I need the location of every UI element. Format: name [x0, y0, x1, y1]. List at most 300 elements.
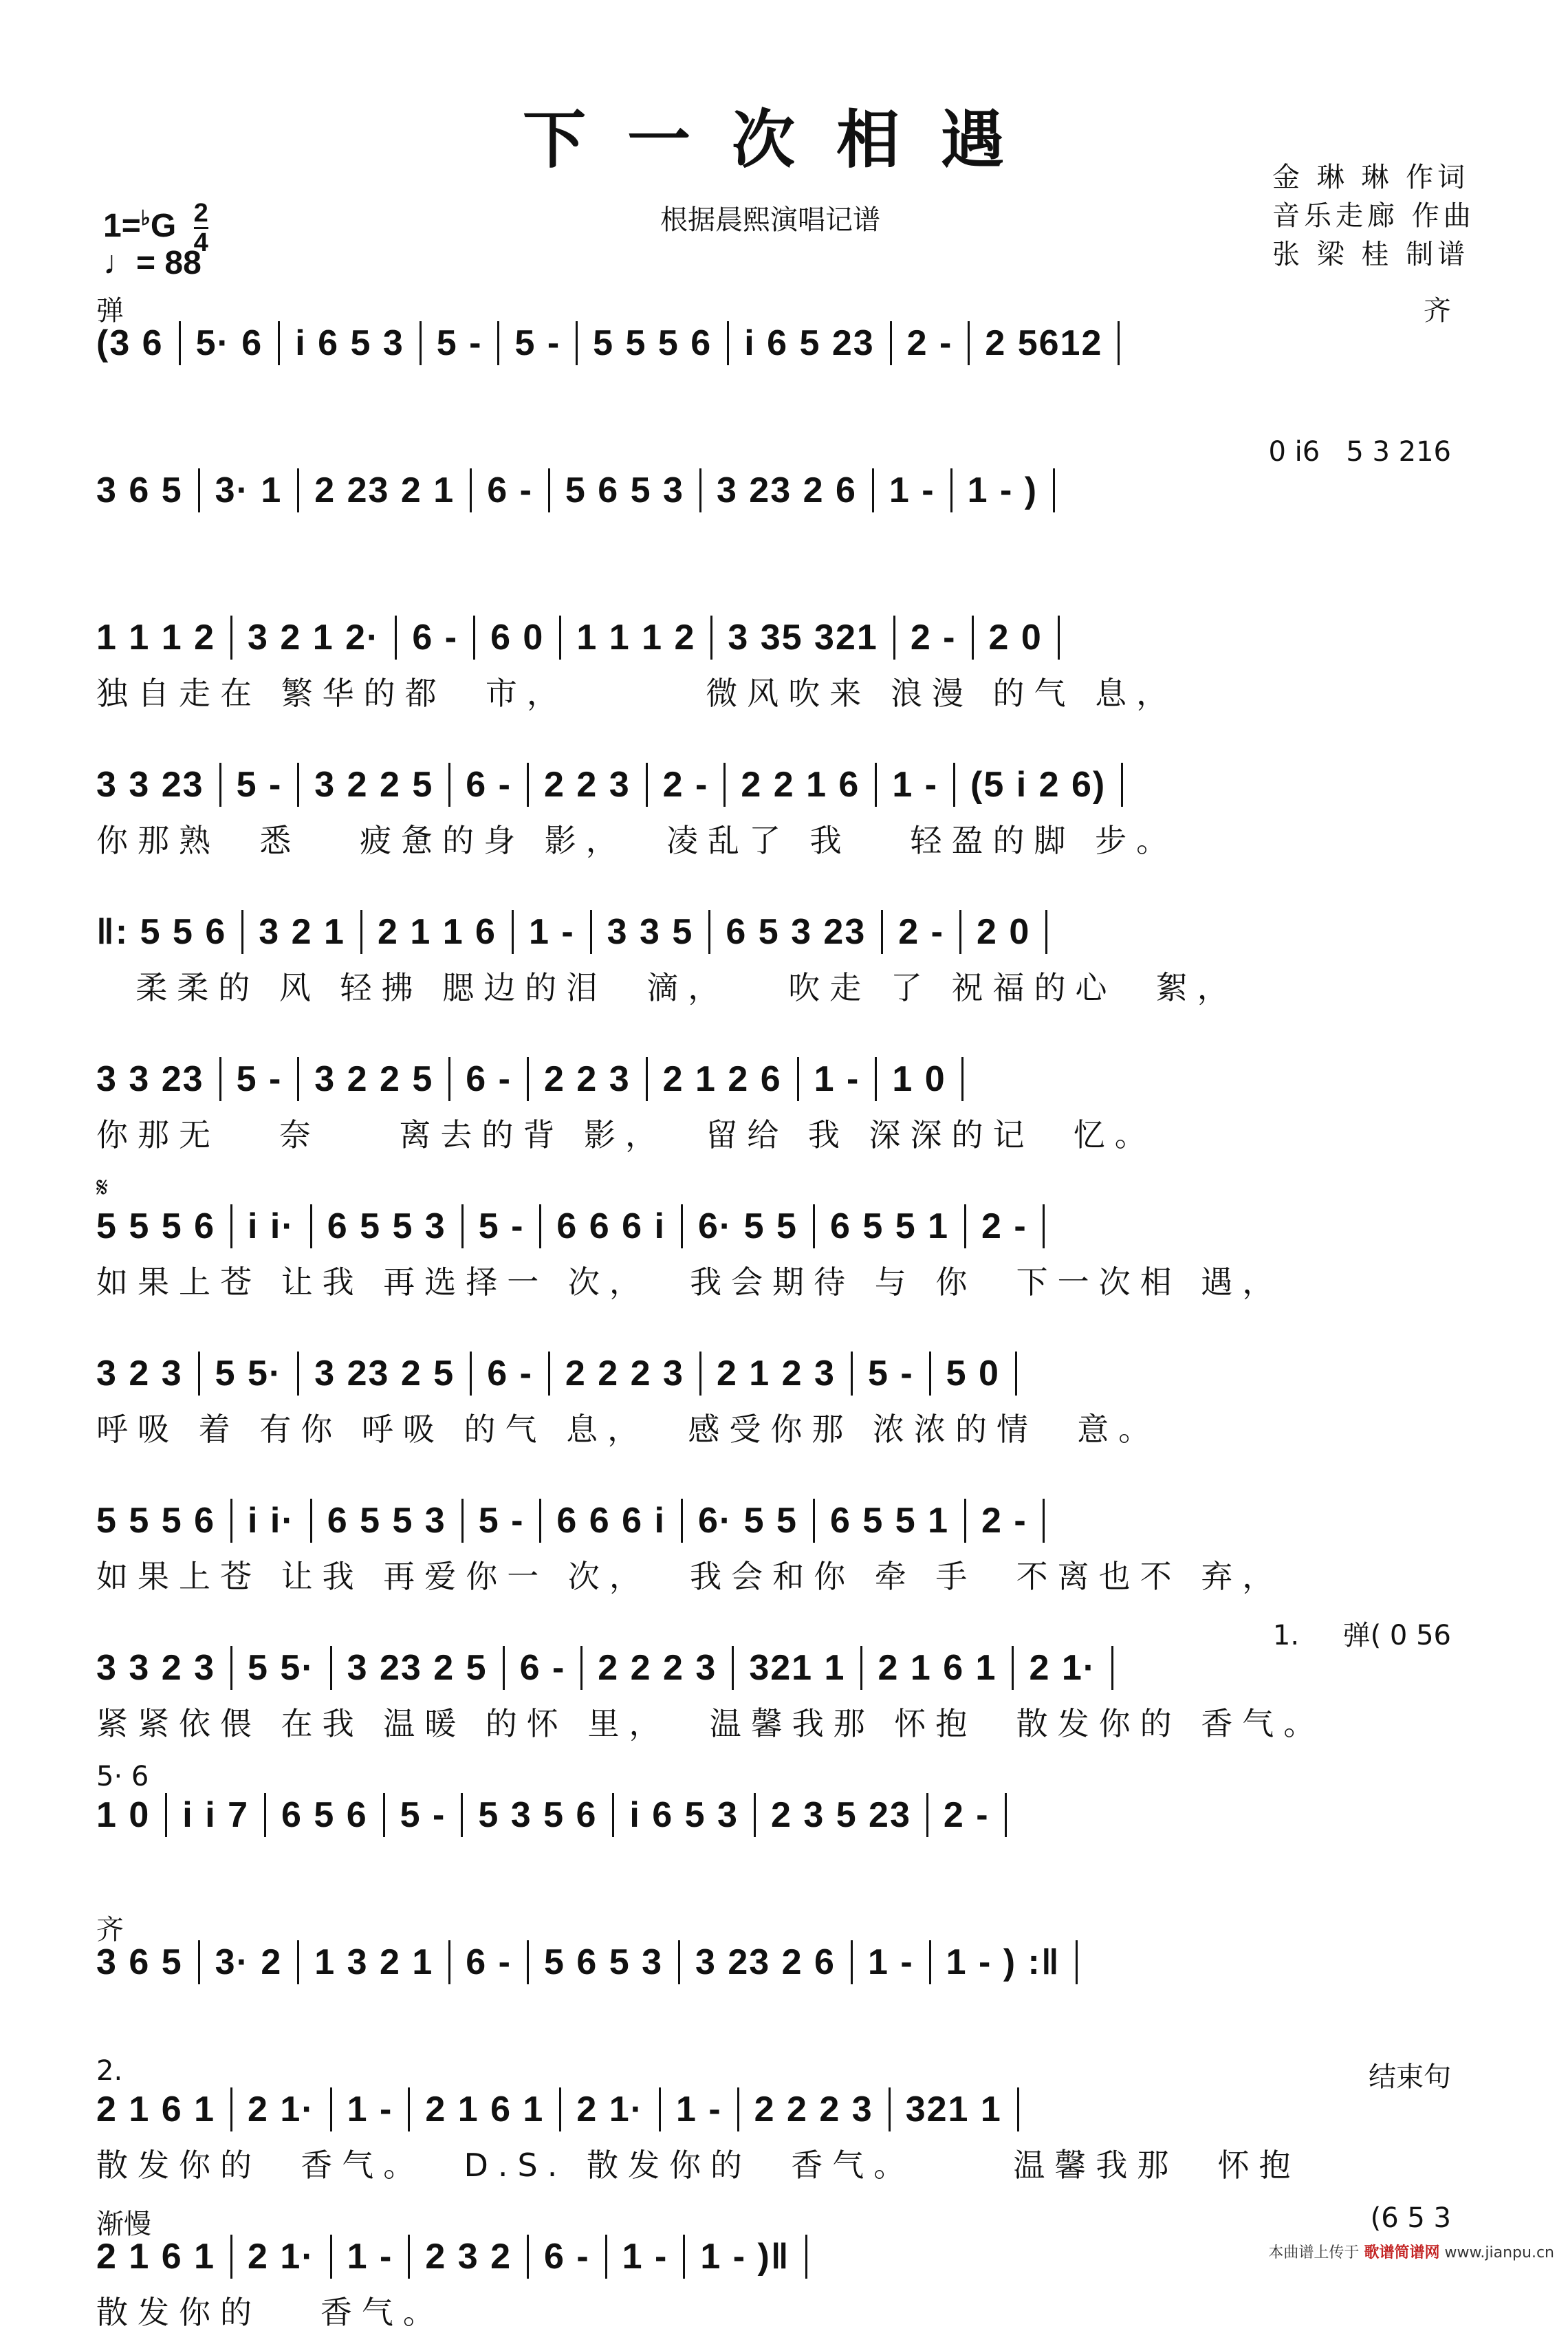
notes-line	[96, 466, 1479, 514]
barline	[1043, 1499, 1045, 1543]
barline	[219, 763, 221, 807]
row-marks	[96, 1614, 1479, 1651]
barline	[723, 763, 726, 807]
barline	[929, 1352, 931, 1396]
key-signature: 1=♭G $\frac{2}{4}$	[103, 199, 208, 257]
barline	[710, 616, 712, 660]
measure: 1 1 1 2	[576, 618, 696, 658]
measure: 1 -	[814, 1059, 860, 1099]
measure: 2 5612	[985, 323, 1103, 363]
barline	[813, 1499, 815, 1543]
measure: (5 i 2 6)	[970, 765, 1107, 805]
barline	[813, 1204, 815, 1248]
barline	[330, 2087, 332, 2131]
barline	[580, 1646, 582, 1690]
barline	[219, 1057, 221, 1101]
barline	[360, 910, 362, 954]
barline	[473, 616, 475, 660]
barline	[890, 321, 892, 365]
measure: 2 0	[988, 618, 1043, 658]
row-mark-secondary: 齐	[1424, 295, 1451, 327]
measure: 3 2 2 5	[314, 765, 434, 805]
barline	[448, 1057, 450, 1101]
barline	[559, 2087, 561, 2131]
song-title: 下一次相遇	[522, 102, 1045, 177]
measure: 5 5·	[248, 1648, 315, 1688]
measure: 5 5 5 6	[96, 1501, 216, 1541]
barline	[264, 1793, 266, 1837]
row-marks	[96, 2202, 1479, 2240]
measure: 2 1·	[248, 2090, 315, 2129]
measure: 3 3 5	[607, 912, 694, 952]
staff-row	[96, 730, 1479, 861]
measure: 1 - )	[967, 470, 1038, 510]
measure: 1 1 1 2	[96, 618, 216, 658]
measure: 6 6 6 i	[556, 1501, 666, 1541]
barline	[851, 1352, 853, 1396]
lyrics-line: 呼吸 着 有你 呼吸 的气 息， 感受你那 浓浓的情 意。	[96, 1411, 1160, 1448]
measure: 2 -	[943, 1795, 990, 1835]
notes-line	[96, 761, 1479, 809]
barline	[330, 2235, 332, 2279]
barline	[737, 2087, 739, 2131]
measure: 3 3 23	[96, 1059, 204, 1099]
row-marks	[96, 2055, 1479, 2093]
measure: 5 3 5 6	[478, 1795, 598, 1835]
barline	[512, 910, 514, 954]
barline	[646, 1057, 648, 1101]
barline	[278, 321, 280, 365]
measure: 5 -	[478, 1501, 525, 1541]
measure: 3 2 2 5	[314, 1059, 434, 1099]
measure: 2 1·	[248, 2237, 315, 2277]
tempo-marking: ♩= 88	[103, 245, 202, 281]
measure: 5· 6	[195, 323, 263, 363]
measure: 2 2 3	[543, 1059, 631, 1099]
barline	[893, 616, 895, 660]
barline	[230, 616, 232, 660]
barline	[590, 910, 592, 954]
barline	[527, 1940, 529, 1984]
footer: 本曲谱上传于 歌谱简谱网 www.jianpu.cn	[1268, 2244, 1554, 2261]
barline	[297, 1352, 299, 1396]
notes-line	[96, 614, 1479, 662]
notes-line	[96, 1791, 1479, 1839]
staff-row	[96, 583, 1479, 714]
barline	[470, 468, 472, 512]
measure: 1 -	[889, 470, 935, 510]
barline	[230, 2235, 232, 2279]
barline	[727, 321, 729, 365]
measure: 2 1·	[576, 2090, 644, 2129]
measure: 2 -	[981, 1206, 1027, 1246]
measure: 1 -	[347, 2237, 393, 2277]
measure: 1 3 2 1	[314, 1942, 434, 1982]
measure: 1 0	[96, 1795, 151, 1835]
measure: 3· 1	[215, 470, 283, 510]
measure: 6 -	[466, 1942, 512, 1982]
barline	[448, 763, 450, 807]
measure: 6 -	[466, 765, 512, 805]
measure: i i·	[248, 1206, 295, 1246]
measure: 2 1·	[1029, 1648, 1097, 1688]
staff-row	[96, 289, 1479, 420]
barline	[968, 321, 970, 365]
measure: 2 1 1 6	[377, 912, 497, 952]
measure: 321 1	[749, 1648, 846, 1688]
measure: 2 -	[662, 765, 709, 805]
barline	[961, 1057, 963, 1101]
notes-line	[96, 908, 1479, 956]
barline	[461, 1204, 464, 1248]
measure: 3 6 5	[96, 470, 183, 510]
barline	[461, 1793, 463, 1837]
row-marks	[96, 1172, 1479, 1202]
notes-line	[96, 319, 1479, 367]
row-mark-secondary: 1. 弹( 0 56	[1272, 1620, 1451, 1651]
row-mark: 2.	[96, 2055, 123, 2087]
measure: 5 -	[236, 765, 283, 805]
measure: 6 5 5 3	[327, 1206, 446, 1246]
barline	[198, 1352, 200, 1396]
measure: 6 5 6	[281, 1795, 368, 1835]
row-marks	[96, 730, 1479, 761]
staff-row	[96, 1466, 1479, 1597]
barline	[754, 1793, 756, 1837]
measure: 6 -	[466, 1059, 512, 1099]
staff-row	[96, 1319, 1479, 1450]
measure: 3· 2	[215, 1942, 283, 1982]
row-mark: 弹	[96, 295, 124, 327]
barline	[241, 910, 243, 954]
lyrics-line: 散发你的 香气。 D.S. 散发你的 香气。 温馨我那 怀抱	[96, 2147, 1300, 2184]
measure: 2 -	[906, 323, 953, 363]
barline	[699, 468, 701, 512]
measure: 5 -	[514, 323, 561, 363]
barline	[872, 468, 874, 512]
barline	[926, 1793, 928, 1837]
row-marks	[96, 436, 1479, 466]
barline	[448, 1940, 450, 1984]
lyrics-line: 你那无 奈 离去的背 影， 留给 我 深深的记 忆。	[96, 1116, 1156, 1153]
measure: i 6 5 23	[744, 323, 875, 363]
barline	[470, 1352, 472, 1396]
barline	[953, 763, 955, 807]
staff-row	[96, 1025, 1479, 1155]
row-mark: 齐	[96, 1914, 124, 1946]
notes-line	[96, 1644, 1479, 1692]
barline	[408, 2087, 410, 2131]
barline	[310, 1204, 312, 1248]
barline	[708, 910, 710, 954]
measure: 2 2 2 3	[565, 1354, 684, 1393]
barline	[539, 1204, 541, 1248]
barline	[681, 1204, 683, 1248]
measure: 2 0	[976, 912, 1031, 952]
measure: 2 3 5 23	[770, 1795, 911, 1835]
staff-row	[96, 1172, 1479, 1303]
measure: i i 7	[182, 1795, 250, 1835]
measure: i i·	[248, 1501, 295, 1541]
measure: 2 -	[910, 618, 957, 658]
measure: 6 5 5 1	[829, 1206, 949, 1246]
row-marks	[96, 1025, 1479, 1055]
measure: 3 3 23	[96, 765, 204, 805]
measure: 5 5 5 6	[593, 323, 712, 363]
barline	[310, 1499, 312, 1543]
lyrics-line	[96, 378, 1479, 420]
measure: 6 -	[543, 2237, 590, 2277]
staff-row	[96, 1908, 1479, 2039]
barline	[646, 763, 648, 807]
measure: 2 1 2 6	[662, 1059, 782, 1099]
row-marks	[96, 878, 1479, 908]
staff-row	[96, 1761, 1479, 1891]
lyrics-line: 如果上苍 让我 再爱你一 次， 我会和你 牵 手 不离也不 弃，	[96, 1558, 1284, 1595]
notes-line	[96, 1497, 1479, 1545]
measure: 5 5 5 6	[96, 1206, 216, 1246]
measure: 6 -	[487, 470, 533, 510]
barline	[548, 468, 550, 512]
measure: 6 5 5 3	[327, 1501, 446, 1541]
notes-line	[96, 1202, 1479, 1250]
row-marks	[96, 1908, 1479, 1946]
barline	[503, 1646, 505, 1690]
lyrics-line: 散发你的 香气。	[96, 2294, 444, 2331]
measure: (3 6	[96, 323, 164, 363]
measure: 5 -	[478, 1206, 525, 1246]
measure: 5 0	[946, 1354, 1000, 1393]
row-mark-secondary: 结束句	[1369, 2061, 1451, 2093]
barline	[420, 321, 422, 365]
barline	[527, 2235, 529, 2279]
arranger: 张 梁 桂 制谱	[1272, 239, 1470, 270]
barline	[297, 468, 299, 512]
measure: 3 23 2 6	[716, 470, 857, 510]
composer: 音乐走廊 作曲	[1272, 200, 1475, 232]
row-mark-secondary: (6 5 3	[1370, 2202, 1451, 2234]
measure: 1 -	[622, 2237, 668, 2277]
barline	[678, 1940, 680, 1984]
measure: 2 2 2 3	[754, 2090, 873, 2129]
barline	[559, 616, 561, 660]
measure: 2 1 6 1	[878, 1648, 997, 1688]
notes-line	[96, 1938, 1479, 1986]
staff-row	[96, 878, 1479, 1008]
barline	[1111, 1646, 1113, 1690]
barline	[297, 1940, 299, 1984]
row-marks	[96, 289, 1479, 327]
lyrics-line: 独自走在 繁华的都 市， 微风吹来 浪漫 的气 息，	[96, 675, 1178, 712]
measure: 2 1 6 1	[96, 2237, 216, 2277]
measure: 6 0	[490, 618, 545, 658]
measure: 2 2 3	[543, 765, 631, 805]
barline	[198, 468, 200, 512]
row-mark-secondary: 0 i6 5 3 216	[1268, 436, 1451, 468]
measure: 3 2 1	[259, 912, 345, 952]
measure: 1 -	[892, 765, 939, 805]
measure: 3 35 321	[728, 618, 878, 658]
lyrics-line	[96, 1850, 1479, 1891]
barline	[165, 1793, 167, 1837]
barline	[1015, 1352, 1017, 1396]
barline	[860, 1646, 862, 1690]
barline	[230, 1646, 232, 1690]
measure: 3 2 1 2·	[248, 618, 380, 658]
measure: 2 1 6 1	[425, 2090, 545, 2129]
barline	[972, 616, 974, 660]
barline	[1058, 616, 1060, 660]
row-mark: 5· 6	[96, 1761, 149, 1792]
barline	[1043, 1204, 1045, 1248]
barline	[612, 1793, 614, 1837]
barline	[1121, 763, 1123, 807]
barline	[683, 2235, 685, 2279]
barline	[1012, 1646, 1014, 1690]
measure: 5 -	[867, 1354, 914, 1393]
row-marks	[96, 1466, 1479, 1497]
barline	[875, 763, 877, 807]
row-mark: 𝄋	[96, 1172, 109, 1204]
measure: i 6 5 3	[295, 323, 404, 363]
measure: 6 -	[487, 1354, 533, 1393]
barline	[527, 1057, 529, 1101]
time-signature: $\frac{2}{4}$	[193, 199, 208, 257]
barline	[1045, 910, 1047, 954]
measure: 1 0	[892, 1059, 946, 1099]
measure: 2 23 2 1	[314, 470, 455, 510]
staff-row	[96, 1614, 1479, 1744]
barline	[959, 910, 961, 954]
staff-row	[96, 2055, 1479, 2186]
barline	[964, 1499, 966, 1543]
lyrics-line: 你那熟 悉 疲惫的身 影， 凌乱了 我 轻盈的脚 步。	[96, 822, 1178, 859]
measure: 2 -	[898, 912, 944, 952]
measure: 3 23 2 5	[314, 1354, 455, 1393]
notes-line	[96, 1349, 1479, 1398]
credits	[1272, 158, 1475, 274]
measure: 6 -	[519, 1648, 566, 1688]
site-logo: 歌谱简谱网	[1364, 2244, 1440, 2261]
barline	[889, 2087, 891, 2131]
barline	[297, 763, 299, 807]
barline	[497, 321, 499, 365]
measure: 2 1 6 1	[96, 2090, 216, 2129]
row-marks	[96, 583, 1479, 614]
barline	[383, 1793, 385, 1837]
barline	[1118, 321, 1120, 365]
measure: 6 -	[412, 618, 459, 658]
lyrics-line: 柔柔的 风 轻拂 腮边的泪 滴， 吹走 了 祝福的心 絮，	[96, 969, 1239, 1006]
measure: 2 2 1 6	[741, 765, 860, 805]
barline	[875, 1057, 877, 1101]
lyrics-line	[96, 1997, 1479, 2039]
measure: 6 6 6 i	[556, 1206, 666, 1246]
barline	[605, 2235, 607, 2279]
measure: 1 - ) :‖	[946, 1942, 1060, 1982]
row-mark: 渐慢	[96, 2209, 151, 2240]
measure: 321 1	[905, 2090, 1002, 2129]
notes-line	[96, 2085, 1479, 2134]
measure: 5 6 5 3	[565, 470, 684, 510]
barline	[659, 2087, 661, 2131]
row-marks	[96, 1319, 1479, 1349]
measure: 3 6 5	[96, 1942, 183, 1982]
barline	[395, 616, 397, 660]
measure: 1 -	[867, 1942, 914, 1982]
staff-row	[96, 2202, 1479, 2333]
barline	[950, 468, 952, 512]
barline	[1076, 1940, 1078, 1984]
measure: 1 - )‖	[700, 2237, 790, 2277]
measure: 3 3 2 3	[96, 1648, 216, 1688]
measure: 6· 5 5	[697, 1206, 798, 1246]
barline	[732, 1646, 734, 1690]
measure: 5 -	[236, 1059, 283, 1099]
measure: 5 -	[400, 1795, 446, 1835]
subtitle: 根据晨熙演唱记谱	[660, 204, 880, 236]
measure: 6 5 5 1	[829, 1501, 949, 1541]
measure: 5 5·	[215, 1354, 283, 1393]
measure: 6 5 3 23	[726, 912, 867, 952]
barline	[681, 1499, 683, 1543]
barline	[805, 2235, 807, 2279]
notes-line	[96, 1055, 1479, 1103]
barline	[881, 910, 883, 954]
barline	[576, 321, 578, 365]
measure: 3 23 2 5	[347, 1648, 488, 1688]
measure: 2 2 2 3	[598, 1648, 717, 1688]
measure: i 6 5 3	[629, 1795, 739, 1835]
barline	[1005, 1793, 1007, 1837]
lyricist: 金 琳 琳 作词	[1272, 162, 1470, 193]
barline	[408, 2235, 410, 2279]
barline	[1053, 468, 1055, 512]
measure: 3 23 2 6	[695, 1942, 836, 1982]
measure: 5 6 5 3	[543, 1942, 664, 1982]
measure: 3 2 3	[96, 1354, 183, 1393]
barline	[179, 321, 181, 365]
barline	[527, 763, 529, 807]
barline	[230, 1204, 232, 1248]
barline	[964, 1204, 966, 1248]
staff-row	[96, 436, 1479, 567]
measure: 5 -	[436, 323, 483, 363]
barline	[539, 1499, 541, 1543]
barline	[230, 2087, 232, 2131]
barline	[851, 1940, 853, 1984]
measure: 2 -	[981, 1501, 1027, 1541]
barline	[797, 1057, 799, 1101]
measure: 6· 5 5	[697, 1501, 798, 1541]
measure: 2 3 2	[425, 2237, 512, 2277]
barline	[548, 1352, 550, 1396]
barline	[929, 1940, 931, 1984]
barline	[461, 1499, 464, 1543]
barline	[1017, 2087, 1019, 2131]
barline	[230, 1499, 232, 1543]
lyrics-line	[96, 525, 1479, 567]
measure: 1 -	[347, 2090, 393, 2129]
measure: 1 -	[675, 2090, 722, 2129]
barline	[699, 1352, 701, 1396]
measure: ‖: 5 5 6	[96, 912, 227, 952]
barline	[330, 1646, 332, 1690]
row-marks	[96, 1761, 1479, 1791]
measure: 1 -	[528, 912, 575, 952]
barline	[198, 1940, 200, 1984]
barline	[297, 1057, 299, 1101]
